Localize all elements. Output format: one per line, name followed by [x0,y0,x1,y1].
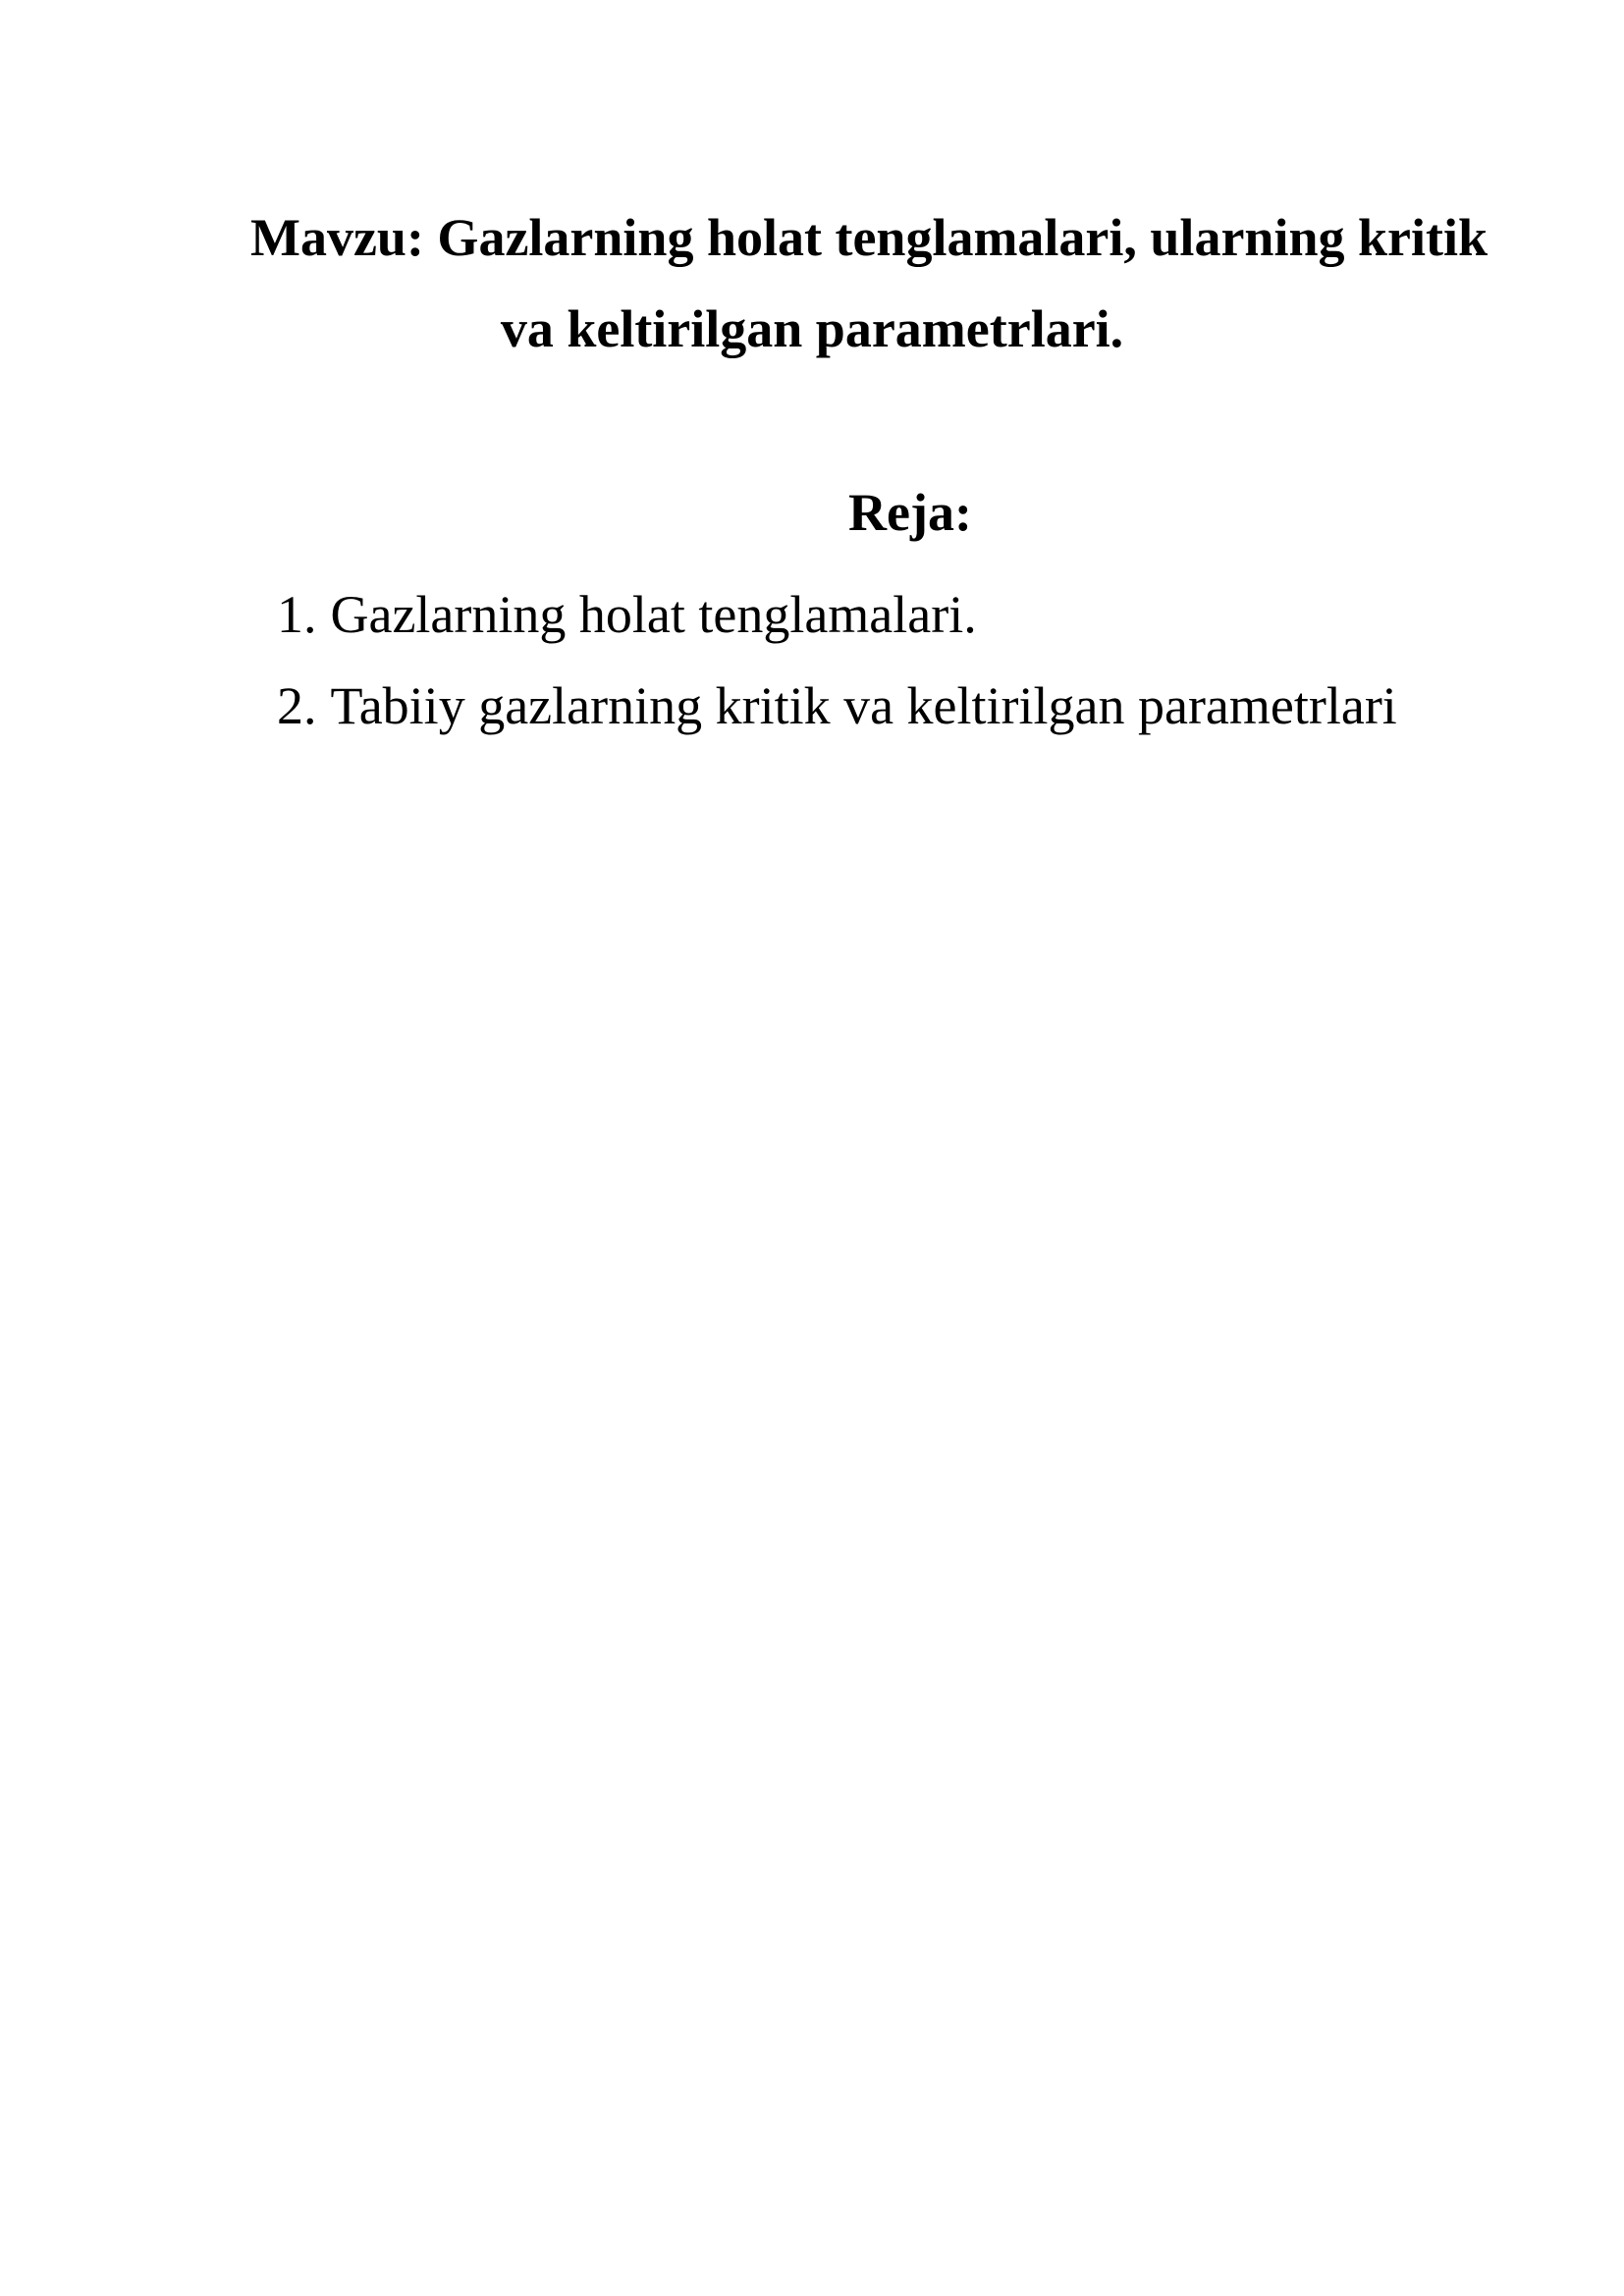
plan-item-number: 2. [277,676,317,735]
plan-list [277,569,1397,752]
plan-item [277,569,1397,661]
plan-item [277,661,1397,752]
document-title [0,192,1624,375]
plan-item-text: Tabiiy gazlarning kritik va keltirilgan parametrlari [330,676,1397,735]
title-line-2: va keltirilgan parametrlari. [500,299,1124,358]
plan-heading: Reja: [848,483,972,542]
title-line-1: Mavzu: Gazlarning holat tenglamalari, ularning kritik [249,208,1488,267]
plan-item-number: 1. [277,585,317,644]
plan-item-text: Gazlarning holat tenglamalari. [330,585,977,644]
